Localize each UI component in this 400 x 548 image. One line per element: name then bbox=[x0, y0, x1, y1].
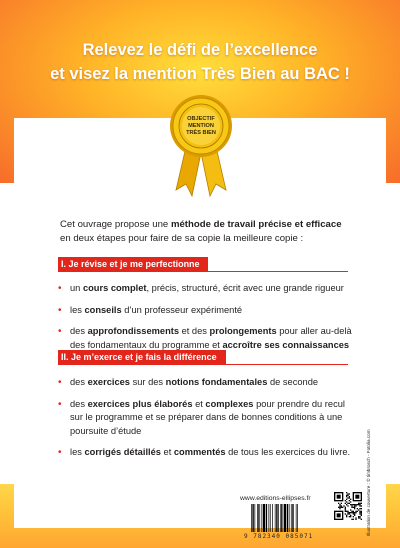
section-1-list bbox=[58, 282, 353, 360]
intro-text: Cet ouvrage propose une bbox=[60, 219, 171, 230]
medal-text-3: TRÈS BIEN bbox=[186, 130, 216, 136]
section-2-list bbox=[58, 376, 353, 468]
section-1-rule bbox=[58, 271, 348, 272]
medal-text-1: OBJECTIF bbox=[187, 116, 215, 122]
isbn-digits: 9 782340 085071 bbox=[244, 533, 314, 540]
list-item: • des exercices plus élaborés et complexes pour prendre du recul sur le programme et se préparer dans de bonnes conditions à une poursuite d’étude bbox=[58, 398, 345, 436]
headline-line-1: Relevez le défi de l’excellence bbox=[82, 41, 318, 59]
bullet-icon: • bbox=[58, 304, 62, 316]
section-2-title: II. Je m’exerce et je fais la différence bbox=[58, 350, 226, 364]
bullet-icon: • bbox=[58, 326, 62, 337]
medal-icon bbox=[158, 90, 244, 200]
list-item: • les corrigés détaillés et commentés de tous les exercices du livre. bbox=[58, 447, 351, 458]
cover-credit: Illustration de couverture : © timbrosch - Fotolia.com bbox=[366, 429, 371, 536]
section-2-rule bbox=[58, 364, 348, 365]
headline bbox=[0, 38, 400, 86]
intro-emphasis: méthode de travail précise et efficace bbox=[170, 219, 342, 230]
list-item: • un cours complet, précis, structuré, écrit avec une grande rigueur bbox=[58, 283, 344, 294]
medal-text-2: MENTION bbox=[188, 123, 214, 129]
bullet-icon: • bbox=[58, 447, 62, 458]
barcode-icon bbox=[250, 504, 322, 532]
bullet-icon: • bbox=[58, 398, 62, 410]
list-item: • des exercices sur des notions fondamentales de seconde bbox=[58, 377, 319, 388]
qr-code-icon bbox=[334, 492, 362, 520]
bullet-icon: • bbox=[58, 283, 62, 294]
list-item: • des approfondissements et des prolongements pour aller au-delà des fondamentaux du programme et accroître ses connaissances bbox=[58, 326, 352, 350]
headline-line-2: et visez la mention Très Bien au BAC ! bbox=[50, 65, 350, 83]
intro-paragraph bbox=[60, 218, 350, 246]
intro-text-end: en deux étapes pour faire de sa copie la meilleure copie : bbox=[60, 233, 304, 244]
bullet-icon: • bbox=[58, 377, 62, 388]
publisher-website: www.editions-ellipses.fr bbox=[240, 495, 311, 502]
list-item: • les conseils d’un professeur expérimenté bbox=[58, 304, 243, 316]
section-1-title: I. Je révise et je me perfectionne bbox=[58, 257, 208, 271]
